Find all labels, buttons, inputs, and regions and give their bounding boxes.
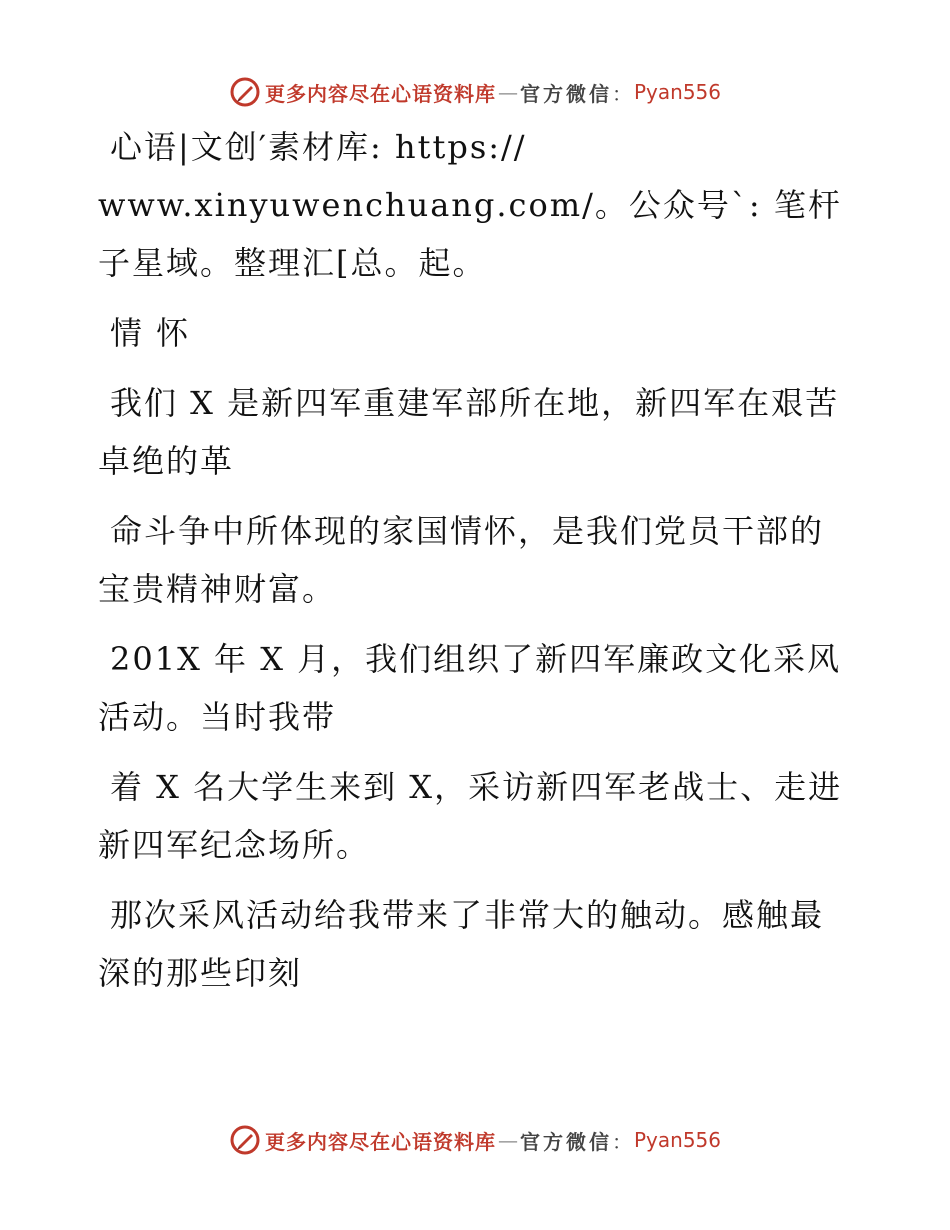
paragraph-continuation: 宝贵精神财富。 [98,570,337,608]
footer-banner [0,1120,950,1160]
banner-text: 更多内容尽在心语资料库 [264,1129,496,1154]
document-body [98,118,848,1014]
banner-text: 更多内容尽在心语资料库 [264,81,496,106]
paragraph-line: 那次采风活动给我带来了非常大的触动。感触最 [110,896,825,934]
paragraph-continuation: www.xinyuwenchuang.com/。公众号`: 笔杆子星域。整理汇[总。起。 [98,186,842,282]
banner-dash: — [497,80,518,104]
banner-official-label: 官方微信 [519,1129,612,1154]
paragraph-continuation: 新四军纪念场所。 [98,826,371,864]
paragraph [98,502,848,618]
paragraph-line: 命斗争中所体现的家国情怀，是我们党员干部的 [110,512,825,550]
paragraph [98,630,848,746]
paragraph-line: 201X 年 X 月，我们组织了新四军廉政文化采风 [110,640,842,678]
pen-logo-icon [229,1124,261,1156]
paragraph-source [98,118,848,292]
paragraph [98,758,848,874]
paragraph [98,374,848,490]
paragraph-line: 着 X 名大学生来到 X，采访新四军老战士、走进 [110,768,843,806]
paragraph-line: 我们 X 是新四军重建军部所在地，新四军在艰苦 [110,384,840,422]
paragraph-continuation: 卓绝的革 [98,442,235,480]
paragraph-continuation: 深的那些印刻 [98,954,303,992]
paragraph [98,886,848,1002]
banner-colon: ： [611,1129,632,1154]
banner-colon: ： [611,81,632,106]
header-banner [0,72,950,112]
pen-logo-icon [229,76,261,108]
section-heading [98,304,848,362]
paragraph-line: 心语|文创′素材库: https:// [110,128,527,166]
banner-wechat-id: Pyan556 [633,1128,721,1152]
heading-text: 情 怀 [110,314,191,352]
paragraph-continuation: 活动。当时我带 [98,698,337,736]
banner-official-label: 官方微信 [519,81,612,106]
banner-dash: — [497,1128,518,1152]
banner-wechat-id: Pyan556 [633,80,721,104]
